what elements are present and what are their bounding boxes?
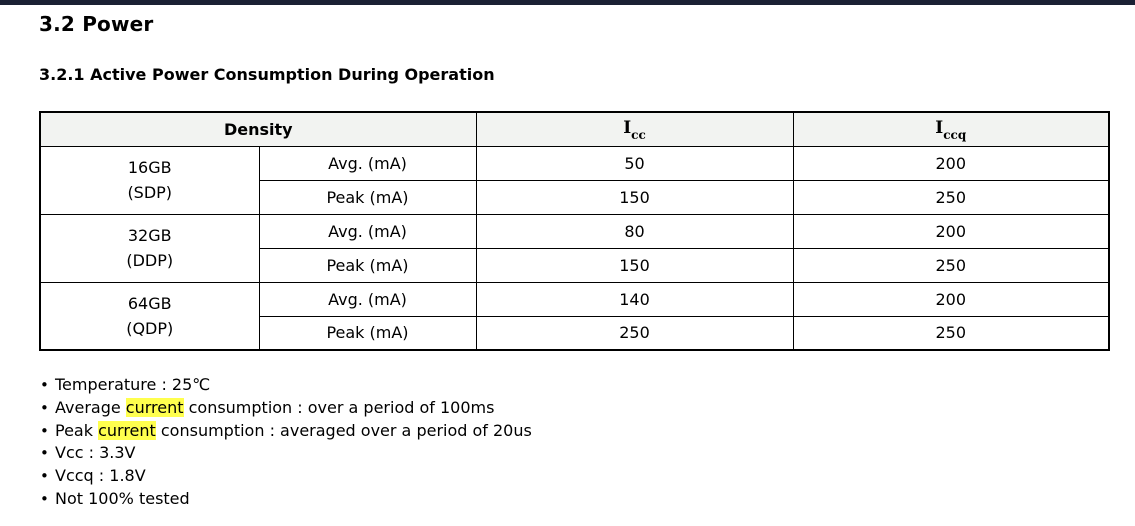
metric-cell: Avg. (mA) xyxy=(259,146,476,180)
icc-value-cell: 150 xyxy=(476,248,793,282)
iccq-value-cell: 200 xyxy=(793,282,1109,316)
note-text: consumption : averaged over a period of 20us xyxy=(155,420,532,440)
metric-cell: Avg. (mA) xyxy=(259,214,476,248)
bullet-icon: • xyxy=(40,444,49,463)
note-text: Peak xyxy=(55,420,99,440)
column-header-iccq xyxy=(793,112,1109,146)
density-cell-16gb xyxy=(40,146,259,214)
column-header-icc xyxy=(476,112,793,146)
icc-symbol: I xyxy=(623,118,632,139)
highlighted-text: current xyxy=(98,420,156,440)
notes-list xyxy=(40,374,532,511)
note-peak-current xyxy=(40,420,532,443)
note-text: Average xyxy=(55,397,126,417)
iccq-value-cell: 250 xyxy=(793,316,1109,350)
highlighted-text: current xyxy=(125,397,184,417)
bullet-icon: • xyxy=(40,398,49,417)
metric-cell: Avg. (mA) xyxy=(259,282,476,316)
icc-value-cell: 250 xyxy=(476,316,793,350)
note-text: Vcc : 3.3V xyxy=(55,443,136,463)
section-title: 3.2 Power xyxy=(39,12,154,36)
density-cell-64gb xyxy=(40,282,259,350)
table-header-row xyxy=(40,112,1109,146)
density-capacity: 32GB xyxy=(127,226,172,245)
icc-value-cell: 150 xyxy=(476,180,793,214)
note-text: Not 100% tested xyxy=(55,488,190,508)
page-top-border xyxy=(0,0,1135,5)
iccq-symbol: I xyxy=(935,118,944,139)
note-text: Temperature : 25℃ xyxy=(55,375,211,394)
density-cell-32gb xyxy=(40,214,259,282)
density-capacity: 64GB xyxy=(127,293,172,313)
note-average-current xyxy=(40,397,532,420)
metric-cell: Peak (mA) xyxy=(259,316,476,350)
column-header-density: Density xyxy=(40,112,476,146)
bullet-icon: • xyxy=(40,421,49,440)
note-text: consumption : over a period of 100ms xyxy=(183,397,495,417)
metric-cell: Peak (mA) xyxy=(259,248,476,282)
note-temperature xyxy=(40,374,532,397)
density-package: (QDP) xyxy=(126,318,174,338)
metric-cell: Peak (mA) xyxy=(259,180,476,214)
icc-value-cell: 140 xyxy=(476,282,793,316)
iccq-subscript: ccq xyxy=(943,128,967,143)
note-vcc xyxy=(40,442,532,465)
note-text: Vccq : 1.8V xyxy=(55,466,146,486)
iccq-value-cell: 200 xyxy=(793,214,1109,248)
subsection-title: 3.2.1 Active Power Consumption During Operation xyxy=(39,65,495,84)
density-capacity: 16GB xyxy=(127,158,172,177)
iccq-value-cell: 200 xyxy=(793,146,1109,180)
density-package: (DDP) xyxy=(126,251,174,270)
note-vccq xyxy=(40,465,532,488)
power-consumption-table xyxy=(39,111,1110,351)
icc-value-cell: 80 xyxy=(476,214,793,248)
table-row xyxy=(40,146,1109,180)
bullet-icon: • xyxy=(40,489,49,508)
iccq-value-cell: 250 xyxy=(793,248,1109,282)
table-row xyxy=(40,282,1109,316)
table-row xyxy=(40,214,1109,248)
icc-subscript: cc xyxy=(631,128,646,143)
note-not-tested xyxy=(40,488,532,511)
icc-value-cell: 50 xyxy=(476,146,793,180)
iccq-value-cell: 250 xyxy=(793,180,1109,214)
bullet-icon: • xyxy=(40,467,49,486)
bullet-icon: • xyxy=(40,376,49,394)
density-package: (SDP) xyxy=(127,183,173,202)
